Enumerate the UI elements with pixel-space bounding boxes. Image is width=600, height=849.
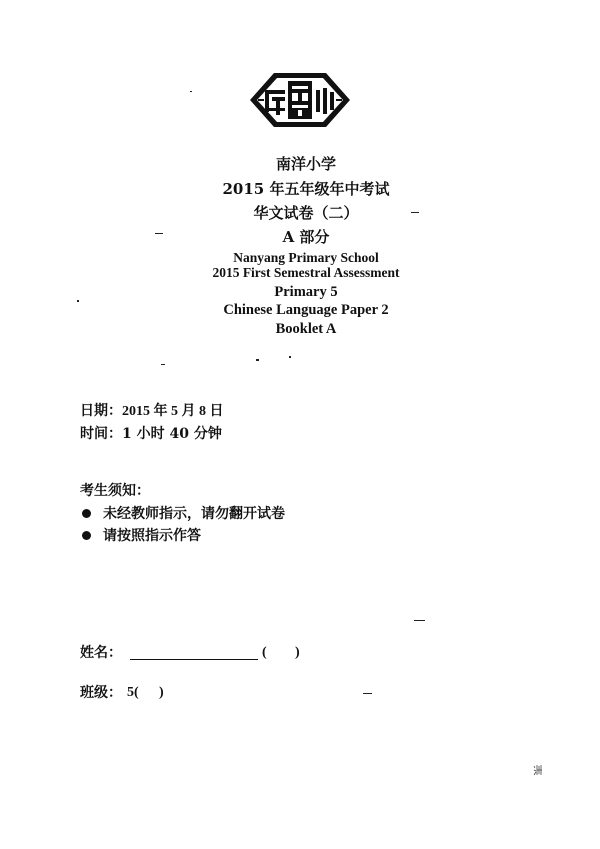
name-label: 姓名： — [80, 645, 122, 661]
class-prefix: 5( — [127, 685, 139, 700]
time-label: 时间： — [80, 426, 122, 442]
scan-artifact — [77, 300, 79, 302]
instructions-title: 考生须知： — [80, 483, 150, 499]
name-blank-line — [130, 659, 258, 660]
instruction-item: 未经教师指示，请勿翻开试卷 — [103, 506, 285, 522]
time-value: 1 小时 40 分钟 — [122, 426, 222, 442]
school-name-en: Nanyang Primary School — [233, 250, 379, 265]
scan-artifact — [289, 356, 291, 358]
scan-artifact — [256, 359, 259, 361]
scan-artifact — [533, 764, 543, 776]
level-en: Primary 5 — [274, 284, 338, 300]
date-value: 2015 年 5 月 8 日 — [122, 404, 224, 419]
exam-title-en: 2015 First Semestral Assessment — [212, 265, 400, 280]
bullet-icon — [82, 531, 91, 540]
booklet-en: Booklet A — [275, 321, 337, 337]
index-paren-open: ( — [262, 645, 267, 660]
section-title-cn: A 部分 — [282, 228, 330, 246]
paper-title-cn: 华文试卷（二） — [253, 204, 359, 222]
scan-artifact — [161, 364, 165, 365]
time-row — [80, 427, 222, 441]
index-paren-close: ) — [295, 645, 300, 660]
scan-artifact — [414, 620, 425, 621]
scan-artifact — [155, 233, 163, 234]
bullet-icon — [82, 509, 91, 518]
class-paren-close: ) — [159, 685, 164, 700]
exam-title-cn: 2015 年五年级年中考试 — [222, 180, 390, 198]
date-row — [80, 404, 224, 419]
class-label: 班级： — [80, 685, 122, 701]
scan-artifact — [363, 693, 372, 694]
school-name-cn: 南洋小学 — [275, 155, 336, 173]
date-label: 日期： — [80, 403, 122, 419]
scan-artifact — [411, 212, 419, 213]
paper-title-en: Chinese Language Paper 2 — [223, 302, 389, 318]
instruction-item: 请按照指示作答 — [103, 528, 201, 544]
school-logo — [249, 72, 351, 128]
scan-artifact — [190, 91, 192, 92]
